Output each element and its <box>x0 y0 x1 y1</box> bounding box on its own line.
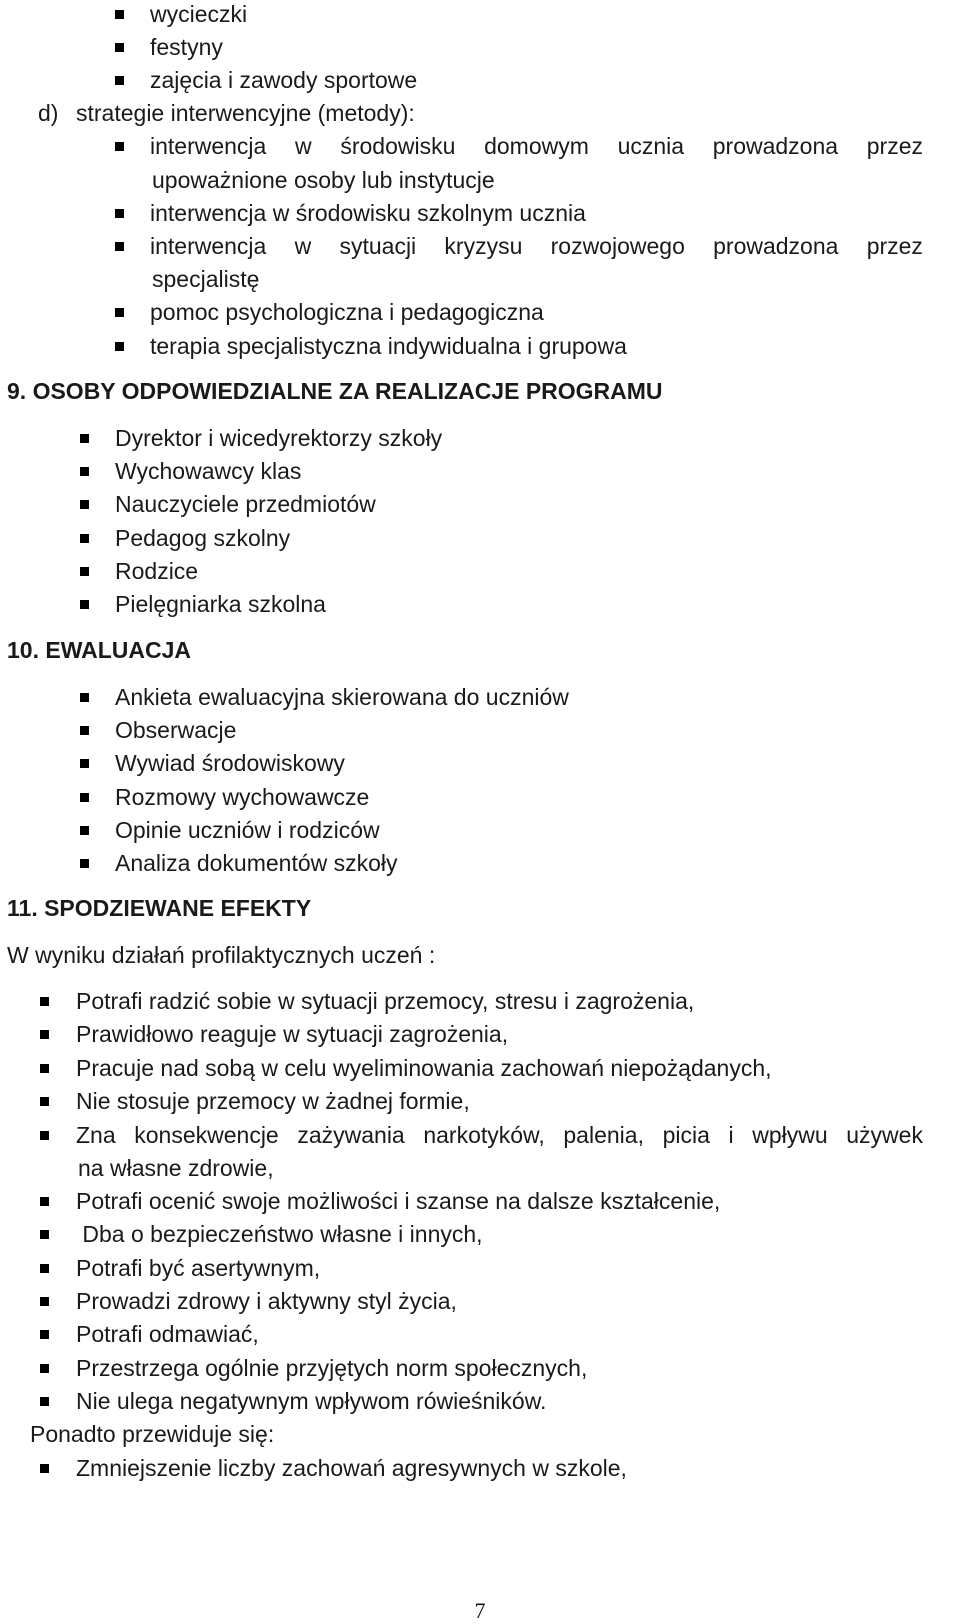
bullet-icon <box>80 534 89 543</box>
section-10-heading: 10. EWALUACJA <box>7 637 192 663</box>
list-item: zajęcia i zawody sportowe <box>150 67 418 93</box>
list-item: Potrafi być asertywnym, <box>76 1255 321 1281</box>
bullet-icon <box>80 793 89 802</box>
list-item: Dyrektor i wicedyrektorzy szkoły <box>115 425 443 451</box>
bullet-icon <box>80 693 89 702</box>
bullet-icon <box>80 600 89 609</box>
bullet-icon <box>40 1097 49 1106</box>
list-item-continuation: upoważnione osoby lub instytucje <box>152 167 495 193</box>
list-item: Nie ulega negatywnym wpływom rówieśników. <box>76 1388 547 1414</box>
bullet-icon <box>40 1064 49 1073</box>
list-item: Prowadzi zdrowy i aktywny styl życia, <box>76 1288 457 1314</box>
list-item: Obserwacje <box>115 717 237 743</box>
bullet-icon <box>80 500 89 509</box>
list-item: Wywiad środowiskowy <box>115 750 345 776</box>
list-item-continuation: specjalistę <box>152 266 260 292</box>
bullet-icon <box>115 242 124 251</box>
bullet-icon <box>40 1030 49 1039</box>
list-item: interwencja w środowisku szkolnym ucznia <box>150 200 586 226</box>
bullet-icon <box>80 434 89 443</box>
list-item: Rozmowy wychowawcze <box>115 784 370 810</box>
list-item: Prawidłowo reaguje w sytuacji zagrożenia, <box>76 1021 509 1047</box>
bullet-icon <box>115 43 124 52</box>
bullet-icon <box>40 1131 49 1140</box>
bullet-icon <box>40 1230 49 1239</box>
section-11-intro: W wyniku działań profilaktycznych uczeń : <box>7 942 436 968</box>
bullet-icon <box>40 1297 49 1306</box>
bullet-icon <box>40 1264 49 1273</box>
list-item: festyny <box>150 34 223 60</box>
list-item: Nie stosuje przemocy w żadnej formie, <box>76 1088 470 1114</box>
section-d-title: strategie interwencyjne (metody): <box>76 100 415 126</box>
list-item: Pracuje nad sobą w celu wyeliminowania zachowań niepożądanych, <box>76 1055 772 1081</box>
page-number: 7 <box>474 1598 486 1623</box>
bullet-icon <box>80 826 89 835</box>
list-item: Pielęgniarka szkolna <box>115 591 326 617</box>
list-item: Potrafi radzić sobie w sytuacji przemocy, stresu i zagrożenia, <box>76 988 695 1014</box>
section-11-heading: 11. SPODZIEWANE EFEKTY <box>7 895 312 921</box>
bullet-icon <box>80 859 89 868</box>
list-item: interwencja w środowisku domowym ucznia prowadzona przez <box>150 133 923 159</box>
list-item: Potrafi ocenić swoje możliwości i szanse na dalsze kształcenie, <box>76 1188 721 1214</box>
bullet-icon <box>80 567 89 576</box>
bullet-icon <box>40 1464 49 1473</box>
bullet-icon <box>80 467 89 476</box>
list-item: wycieczki <box>150 1 248 27</box>
bullet-icon <box>115 76 124 85</box>
bullet-icon <box>40 1330 49 1339</box>
list-item: Pedagog szkolny <box>115 525 291 551</box>
list-item: Analiza dokumentów szkoły <box>115 850 398 876</box>
bullet-icon <box>40 1364 49 1373</box>
bullet-icon <box>115 308 124 317</box>
list-item: Nauczyciele przedmiotów <box>115 491 376 517</box>
list-item: Zna konsekwencje zażywania narkotyków, palenia, picia i wpływu używek <box>76 1122 923 1148</box>
list-item: Przestrzega ogólnie przyjętych norm społecznych, <box>76 1355 588 1381</box>
bullet-icon <box>40 1197 49 1206</box>
bullet-icon <box>80 759 89 768</box>
list-item: terapia specjalistyczna indywidualna i grupowa <box>150 333 627 359</box>
list-item: pomoc psychologiczna i pedagogiczna <box>150 299 544 325</box>
list-item: Ankieta ewaluacyjna skierowana do uczniów <box>115 684 569 710</box>
bullet-icon <box>80 726 89 735</box>
bullet-icon <box>115 142 124 151</box>
more-intro: Ponadto przewiduje się: <box>30 1421 275 1447</box>
bullet-icon <box>40 997 49 1006</box>
list-item: Zmniejszenie liczby zachowań agresywnych w szkole, <box>76 1455 627 1481</box>
section-d-label: d) <box>38 100 59 126</box>
bullet-icon <box>115 10 124 19</box>
section-9-heading: 9. OSOBY ODPOWIEDZIALNE ZA REALIZACJE PROGRAMU <box>7 378 663 404</box>
list-item-continuation: na własne zdrowie, <box>78 1155 274 1181</box>
list-item: interwencja w sytuacji kryzysu rozwojowego prowadzona przez <box>150 233 923 259</box>
list-item: Rodzice <box>115 558 199 584</box>
list-item: Potrafi odmawiać, <box>76 1321 259 1347</box>
list-item: Opinie uczniów i rodziców <box>115 817 380 843</box>
list-item: Dba o bezpieczeństwo własne i innych, <box>76 1221 483 1247</box>
bullet-icon <box>40 1397 49 1406</box>
list-item: Wychowawcy klas <box>115 458 302 484</box>
bullet-icon <box>115 342 124 351</box>
bullet-icon <box>115 209 124 218</box>
